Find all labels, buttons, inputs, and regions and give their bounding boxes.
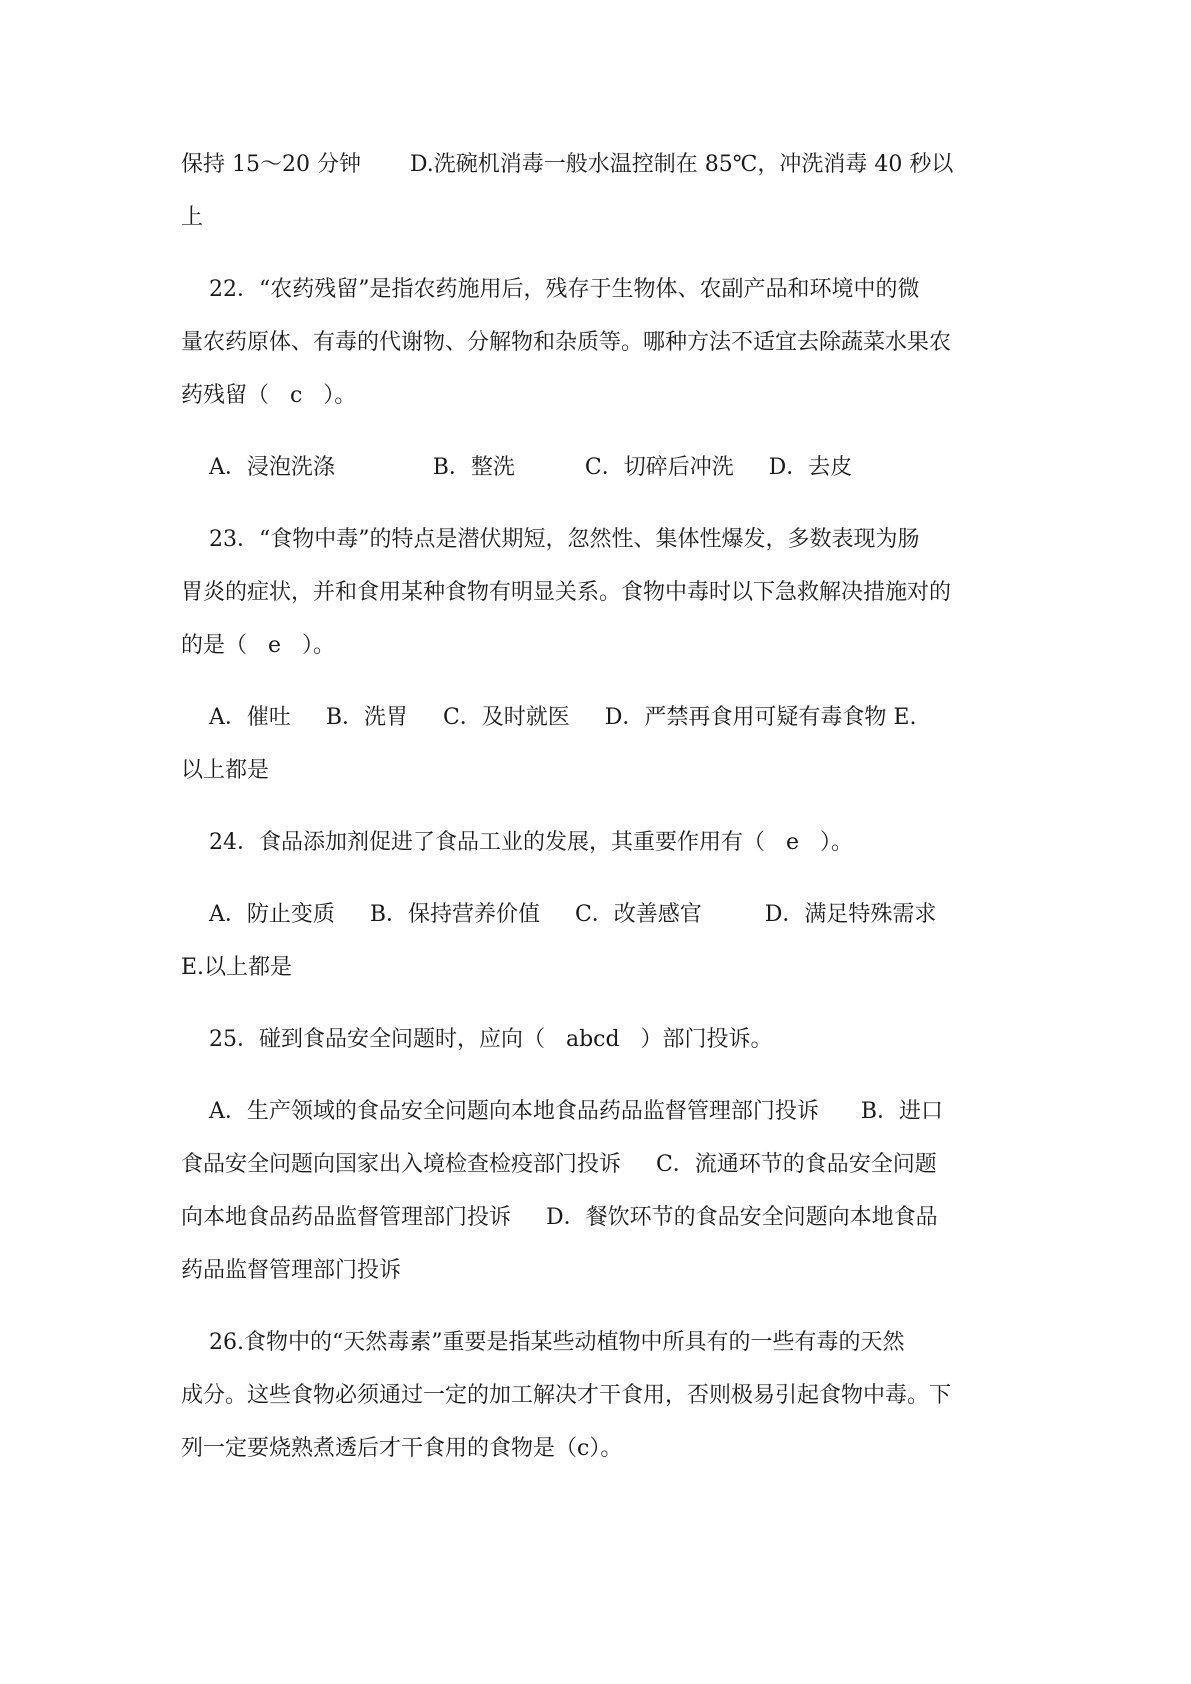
question-25-options: 食品安全问题向国家出入境检查检疫部门投诉 C．流通环节的食品安全问题 — [181, 1152, 937, 1177]
question-26-line: 列一定要烧熟煮透后才干食用的食物是（c）。 — [181, 1436, 623, 1461]
question-25-options: A．生产领域的食品安全问题向本地食品药品监督管理部门投诉 B．进口 — [181, 1099, 943, 1124]
question-22-line: 量农药原体、有毒的代谢物、分解物和杂质等。哪种方法不适宜去除蔬菜水果农 — [181, 330, 952, 355]
question-22-options: A．浸泡洗涤 B．整洗 C．切碎后冲洗 D．去皮 — [181, 455, 853, 480]
text-line: 保持 15～20 分钟 D.洗碗机消毒一般水温控制在 85℃，冲洗消毒 40 秒以 — [181, 152, 954, 177]
question-23-line: 的是（ e ）。 — [181, 633, 335, 658]
question-25-line: 25．碰到食品安全问题时，应向（ abcd ）部门投诉。 — [181, 1027, 773, 1052]
text-line: 上 — [181, 205, 204, 230]
question-26-line: 成分。这些食物必须通过一定的加工解决才干食用，否则极易引起食物中毒。下 — [181, 1383, 952, 1408]
question-23-options: A．催吐 B．洗胃 C．及时就医 D．严禁再食用可疑有毒食物 E. — [181, 705, 917, 730]
question-24-options: A．防止变质 B．保持营养价值 C．改善感官 D．满足特殊需求 — [181, 902, 937, 927]
question-24-options: E.以上都是 — [181, 955, 293, 980]
question-26-line: 26.食物中的“天然毒素”重要是指某些动植物中所具有的一些有毒的天然 — [181, 1330, 905, 1355]
question-24-line: 24．食品添加剂促进了食品工业的发展，其重要作用有（ e ）。 — [181, 830, 853, 855]
question-25-options: 药品监督管理部门投诉 — [181, 1258, 402, 1283]
question-23-line: 胃炎的症状，并和食用某种食物有明显关系。食物中毒时以下急救解决措施对的 — [181, 580, 952, 605]
question-22-line: 22．“农药残留”是指农药施用后，残存于生物体、农副产品和环境中的微 — [181, 277, 920, 302]
document-page — [181, 152, 1015, 1462]
question-22-line: 药残留（ c ）。 — [181, 383, 357, 408]
question-23-line: 23．“食物中毒”的特点是潜伏期短，忽然性、集体性爆发，多数表现为肠 — [181, 527, 920, 552]
question-23-options: 以上都是 — [181, 758, 270, 783]
question-25-options: 向本地食品药品监督管理部门投诉 D．餐饮环节的食品安全问题向本地食品 — [181, 1205, 938, 1230]
